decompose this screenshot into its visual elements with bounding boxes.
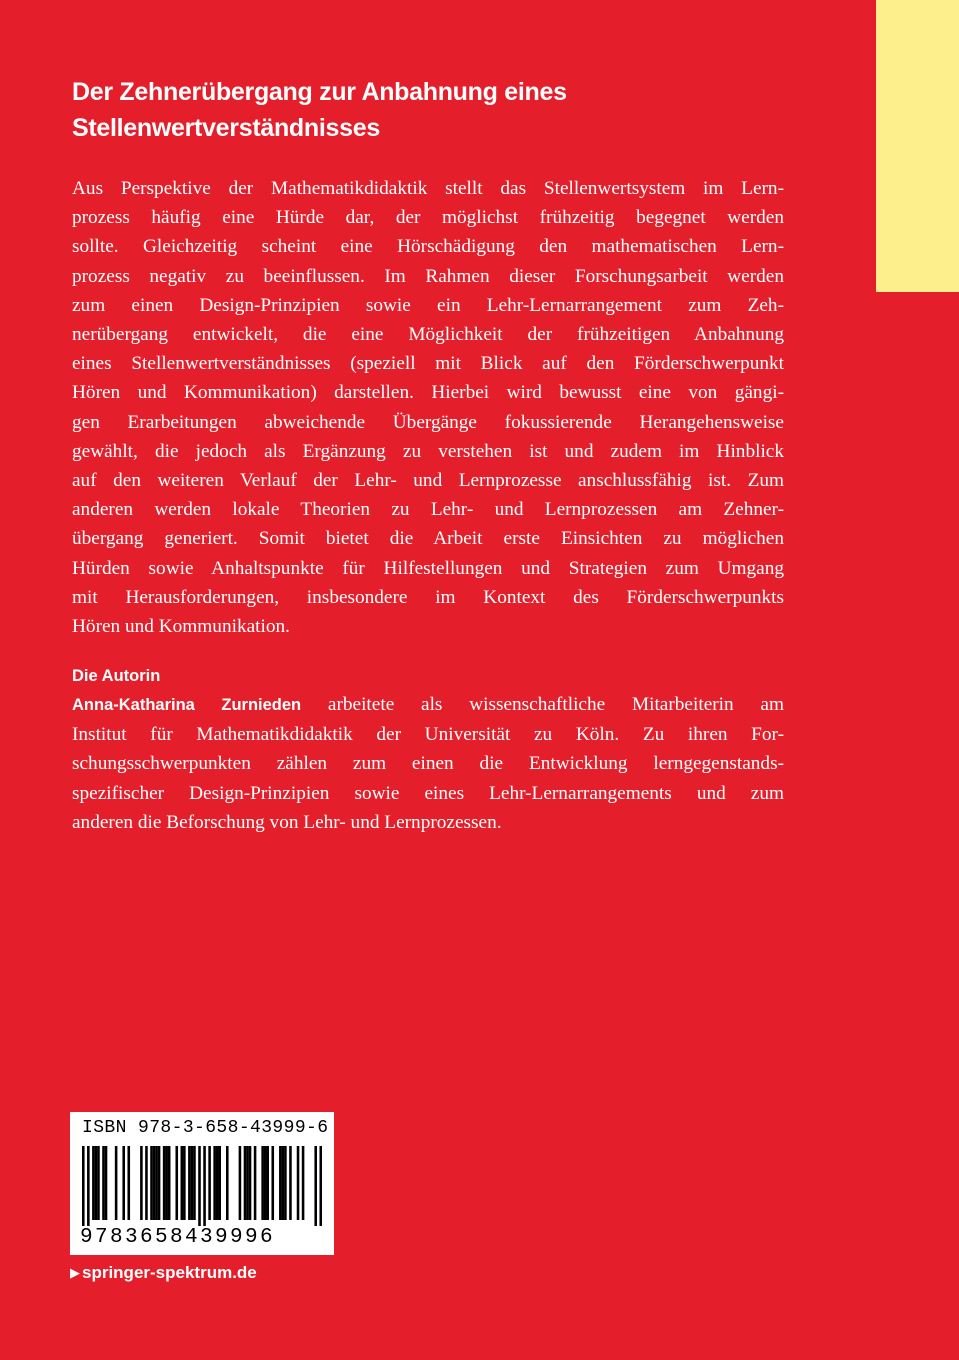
- barcode-bar: [140, 1146, 143, 1220]
- barcode-bar: [181, 1146, 184, 1220]
- barcode-bar: [183, 1146, 186, 1220]
- barcode-bar: [191, 1146, 194, 1220]
- barcode-bar: [122, 1146, 125, 1220]
- barcode-bar: [319, 1146, 322, 1226]
- blurb-line: prozess negativ zu beeinflussen. Im Rahmen dieser Forschungsarbeit werden: [72, 265, 784, 287]
- barcode-bar: [150, 1146, 153, 1220]
- barcode-bar: [239, 1146, 242, 1220]
- author-bio: [72, 690, 784, 837]
- barcode-bar: [249, 1146, 252, 1220]
- blurb-line: sollte. Gleichzeitig scheint eine Hörschädigung den mathematischen Lern-: [72, 236, 784, 258]
- barcode-bars: [82, 1146, 322, 1226]
- blurb-line: mit Herausforderungen, insbesondere im Kontext des Förderschwerpunkts: [72, 586, 784, 608]
- blurb-line: eines Stellenwertverständnisses (speziell mit Blick auf den Förderschwerpunkt: [72, 353, 784, 375]
- author-bio-line: schungsschwerpunkten zählen zum einen die Entwicklung lerngegenstands-: [72, 753, 784, 775]
- barcode-bar: [95, 1146, 98, 1220]
- triangle-right-icon: ▶: [70, 1265, 80, 1280]
- barcode-bar: [254, 1146, 257, 1220]
- barcode-bar: [297, 1146, 300, 1220]
- blurb-line: übergang generiert. Somit bietet die Arbeit erste Einsichten zu möglichen: [72, 528, 784, 550]
- blurb-line: nerübergang entwickelt, die eine Möglichkeit der frühzeitigen Anbahnung: [72, 324, 784, 346]
- blurb-line: Hören und Kommunikation) darstellen. Hierbei wird bewusst eine von gängi-: [72, 382, 784, 404]
- book-title: [72, 74, 832, 146]
- barcode-digits: 9783658439996: [80, 1226, 276, 1249]
- blurb-line: prozess häufig eine Hürde dar, der möglichst frühzeitig begegnet werden: [72, 207, 784, 229]
- barcode-bar: [102, 1146, 105, 1220]
- author-heading: Die Autorin: [72, 667, 161, 685]
- barcode-bar: [193, 1146, 196, 1220]
- author-name: Anna-Katharina Zurnieden: [72, 696, 302, 714]
- barcode-bar: [213, 1146, 216, 1220]
- barcode-bar: [244, 1146, 247, 1220]
- publisher-link[interactable]: [70, 1260, 257, 1286]
- blurb-line: gen Erarbeitungen abweichende Übergänge fokussierende Herangehensweise: [72, 411, 784, 433]
- barcode-bar: [87, 1146, 90, 1226]
- barcode-bar: [208, 1146, 211, 1220]
- barcode-bar: [271, 1146, 274, 1220]
- barcode-bar: [203, 1146, 206, 1226]
- barcode-bar: [282, 1146, 285, 1220]
- barcode-bar: [168, 1146, 171, 1220]
- barcode-bar: [155, 1146, 158, 1220]
- barcode-bar: [92, 1146, 95, 1220]
- barcode-bar: [302, 1146, 305, 1220]
- barcode-bar: [82, 1146, 85, 1226]
- barcode-bar: [165, 1146, 168, 1220]
- barcode-bar: [198, 1146, 201, 1226]
- blurb-line: zum einen Design-Prinzipien sowie ein Lehr-Lernarrangement zum Zeh-: [72, 294, 784, 316]
- barcode-bar: [266, 1146, 269, 1220]
- barcode-bar: [127, 1146, 130, 1220]
- isbn-barcode: [70, 1112, 334, 1255]
- author-bio-line: spezifischer Design-Prinzipien sowie eines Lehr-Lernarrangements und zum: [72, 782, 784, 804]
- blurb-line: auf den weiteren Verlauf der Lehr- und Lernprozesse anschlussfähig ist. Zum: [72, 470, 784, 492]
- isbn-label: ISBN 978-3-658-43999-6: [82, 1118, 329, 1138]
- barcode-bar: [105, 1146, 108, 1220]
- barcode-bar: [158, 1146, 161, 1220]
- barcode-bar: [279, 1146, 282, 1220]
- title-line-1: Der Zehnerübergang zur Anbahnung eines: [72, 78, 567, 106]
- barcode-bar: [289, 1146, 292, 1220]
- blurb-line: gewählt, die jedoch als Ergänzung zu verstehen ist und zudem im Hinblick: [72, 440, 784, 462]
- title-line-2: Stellenwertverständnisses: [72, 114, 380, 142]
- blurb-line: Hürden sowie Anhaltspunkte für Hilfestellungen und Strategien zum Umgang: [72, 557, 784, 579]
- blurb-line: Hören und Kommunikation.: [72, 616, 290, 638]
- barcode-bar: [226, 1146, 229, 1220]
- author-bio-first-line: arbeitete als wissenschaftliche Mitarbeiterin am: [301, 694, 784, 715]
- accent-strip: [876, 0, 959, 292]
- barcode-bar: [175, 1146, 178, 1220]
- author-bio-line: anderen die Beforschung von Lehr- und Lernprozessen.: [72, 811, 502, 833]
- blurb-text: [72, 174, 784, 641]
- barcode-bar: [145, 1146, 148, 1220]
- barcode-bar: [163, 1146, 166, 1220]
- author-bio-line: Institut für Mathematikdidaktik der Universität zu Köln. Zu ihren For-: [72, 724, 784, 746]
- author-bio-line: [72, 690, 784, 720]
- blurb-line: anderen werden lokale Theorien zu Lehr- und Lernprozessen am Zehner-: [72, 499, 784, 521]
- barcode-bar: [115, 1146, 118, 1220]
- barcode-bar: [314, 1146, 317, 1226]
- blurb-line: Aus Perspektive der Mathematikdidaktik stellt das Stellenwertsystem im Lern-: [72, 178, 784, 199]
- barcode-bar: [216, 1146, 219, 1220]
- barcode-bar: [97, 1146, 100, 1220]
- barcode-bar: [218, 1146, 221, 1220]
- barcode-bar: [153, 1146, 156, 1220]
- barcode-bar: [264, 1146, 267, 1220]
- publisher-url: springer-spektrum.de: [82, 1263, 257, 1282]
- barcode-bar: [261, 1146, 264, 1220]
- barcode-bar: [246, 1146, 249, 1220]
- barcode-bar: [188, 1146, 191, 1220]
- barcode-bar: [284, 1146, 287, 1220]
